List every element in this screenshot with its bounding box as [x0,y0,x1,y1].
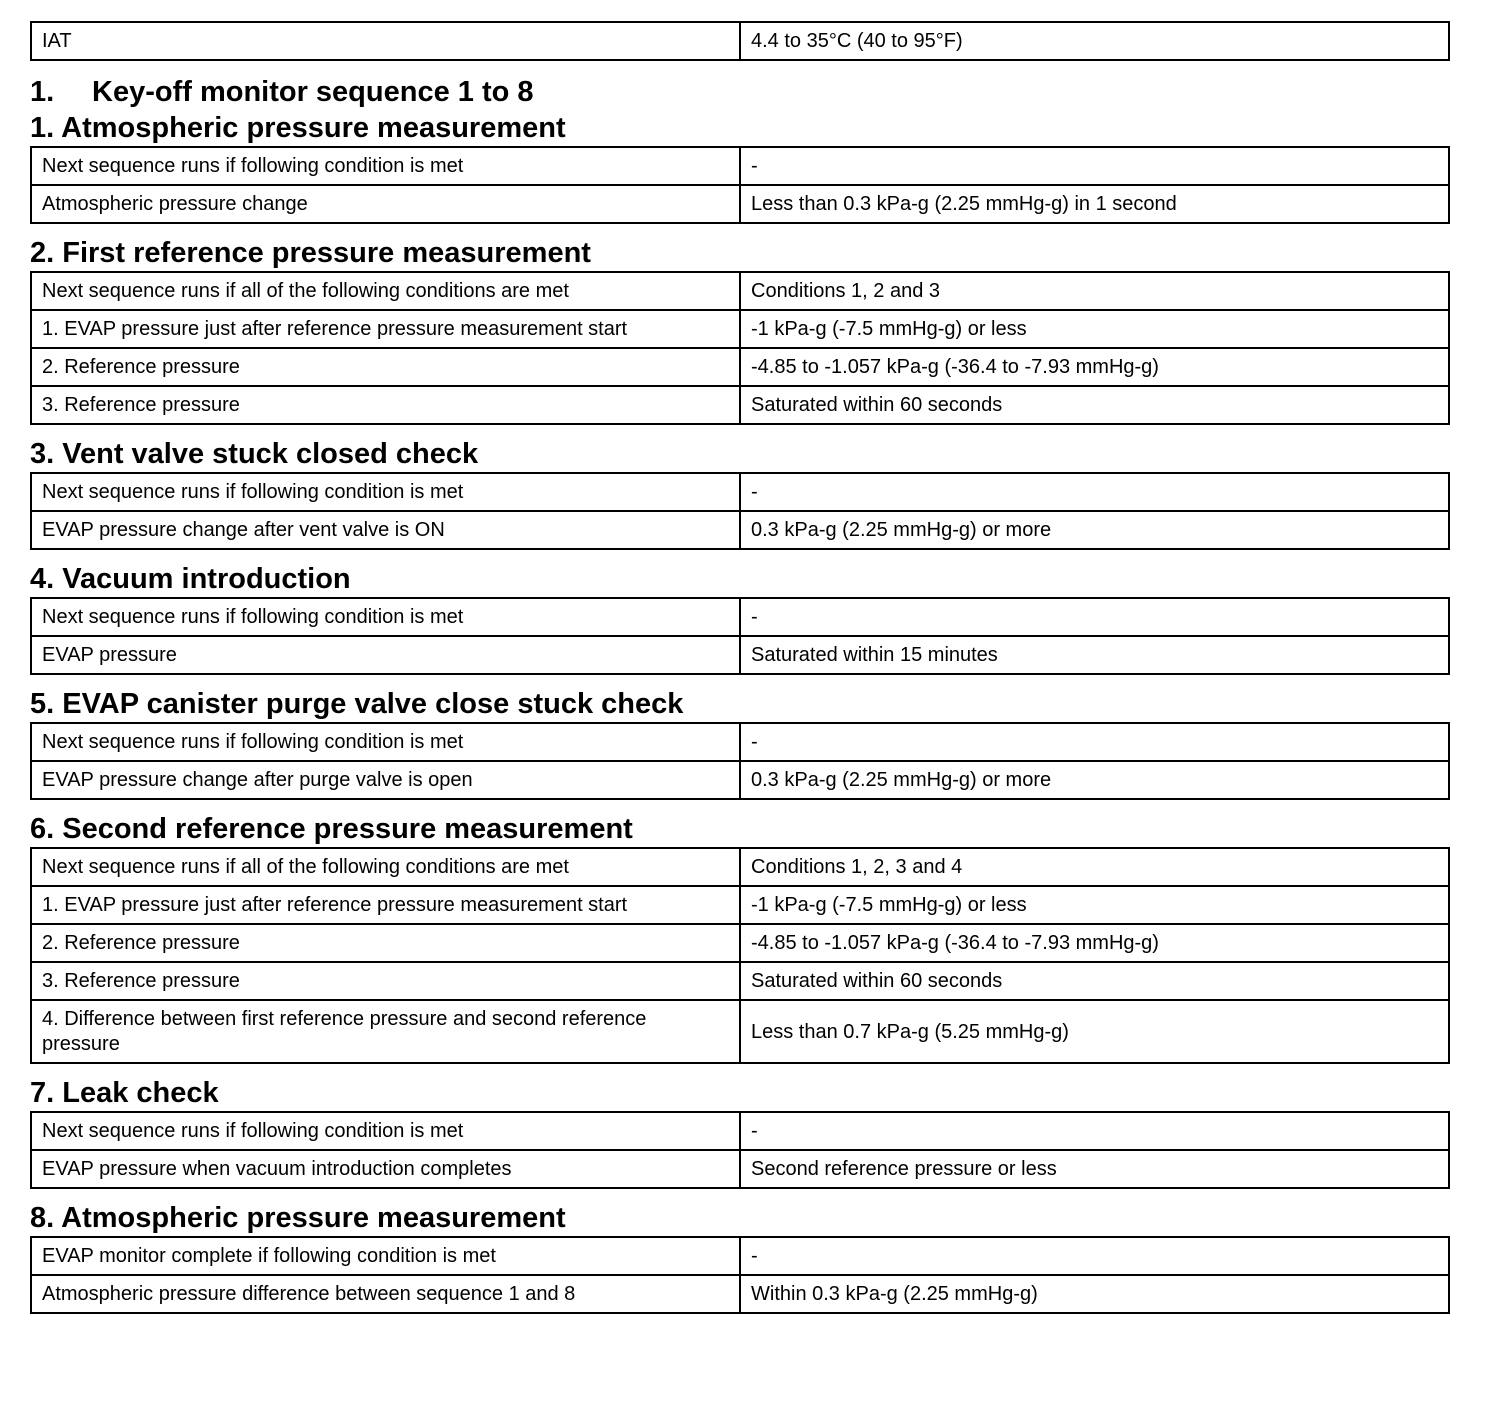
row-value: Conditions 1, 2 and 3 [740,272,1449,310]
row-label: Next sequence runs if following condition is met [31,598,740,636]
row-label: Next sequence runs if following condition is met [31,147,740,185]
row-label: Atmospheric pressure change [31,185,740,223]
section-spacer [30,224,1447,235]
table-row [31,185,1449,223]
table-row [31,598,1449,636]
table-row [31,1150,1449,1188]
row-value: Second reference pressure or less [740,1150,1449,1188]
row-value: Less than 0.7 kPa-g (5.25 mmHg-g) [740,1000,1449,1063]
table-row [31,348,1449,386]
row-value: 0.3 kPa-g (2.25 mmHg-g) or more [740,761,1449,799]
row-value: -1 kPa-g (-7.5 mmHg-g) or less [740,310,1449,348]
row-value: - [740,1112,1449,1150]
table-row [31,511,1449,549]
row-label: EVAP pressure change after vent valve is ON [31,511,740,549]
row-value: Conditions 1, 2, 3 and 4 [740,848,1449,886]
row-label: 3. Reference pressure [31,386,740,424]
section-spacer [30,550,1447,561]
section-title: 3. Vent valve stuck closed check [30,438,479,470]
section-title: 8. Atmospheric pressure measurement [30,1202,566,1234]
row-label: Next sequence runs if all of the following conditions are met [31,848,740,886]
row-value: Within 0.3 kPa-g (2.25 mmHg-g) [740,1275,1449,1313]
row-label: Next sequence runs if following condition is met [31,473,740,511]
row-label: 4. Difference between first reference pressure and second reference pressure [31,1000,740,1063]
row-value: -4.85 to -1.057 kPa-g (-36.4 to -7.93 mmHg-g) [740,348,1449,386]
document-page [30,21,1447,1314]
condition-table [30,1111,1450,1189]
row-value: Saturated within 15 minutes [740,636,1449,674]
section-title: 2. First reference pressure measurement [30,237,591,269]
row-label: IAT [31,22,740,60]
row-value: 4.4 to 35°C (40 to 95°F) [740,22,1449,60]
row-value: -1 kPa-g (-7.5 mmHg-g) or less [740,886,1449,924]
row-label: 1. EVAP pressure just after reference pressure measurement start [31,886,740,924]
table-row [31,924,1449,962]
row-label: EVAP pressure when vacuum introduction completes [31,1150,740,1188]
row-value: - [740,598,1449,636]
row-value: Less than 0.3 kPa-g (2.25 mmHg-g) in 1 second [740,185,1449,223]
condition-table [30,847,1450,1064]
section-spacer [30,1189,1447,1200]
row-label: 2. Reference pressure [31,348,740,386]
table-row [31,761,1449,799]
table-row [31,1237,1449,1275]
sections-container [30,110,1447,1314]
table-row [31,473,1449,511]
row-label: EVAP pressure [31,636,740,674]
section-title: 4. Vacuum introduction [30,563,351,595]
condition-table [30,146,1450,224]
section-spacer [30,675,1447,686]
table-row [31,147,1449,185]
row-label: 1. EVAP pressure just after reference pressure measurement start [31,310,740,348]
row-label: Atmospheric pressure difference between sequence 1 and 8 [31,1275,740,1313]
iat-table [30,21,1450,61]
table-row [31,636,1449,674]
row-value: Saturated within 60 seconds [740,386,1449,424]
row-label: Next sequence runs if following condition is met [31,1112,740,1150]
row-value: - [740,1237,1449,1275]
table-row [31,310,1449,348]
section-spacer [30,800,1447,811]
row-label: Next sequence runs if following condition is met [31,723,740,761]
row-label: EVAP monitor complete if following condition is met [31,1237,740,1275]
table-row [31,962,1449,1000]
row-label: 2. Reference pressure [31,924,740,962]
main-heading-number: 1. [30,76,55,108]
condition-table [30,472,1450,550]
table-row [31,1000,1449,1063]
main-heading [30,74,1447,110]
row-value: - [740,723,1449,761]
condition-table [30,722,1450,800]
table-row [31,723,1449,761]
row-value: 0.3 kPa-g (2.25 mmHg-g) or more [740,511,1449,549]
condition-table [30,597,1450,675]
section-title: 6. Second reference pressure measurement [30,813,633,845]
section-title: 5. EVAP canister purge valve close stuck check [30,688,684,720]
section-title: 1. Atmospheric pressure measurement [30,112,566,144]
row-value: - [740,147,1449,185]
row-label: Next sequence runs if all of the following conditions are met [31,272,740,310]
section-spacer [30,1064,1447,1075]
condition-table [30,1236,1450,1314]
section-title: 7. Leak check [30,1077,219,1109]
table-row [31,22,1449,60]
table-row [31,1112,1449,1150]
row-value: Saturated within 60 seconds [740,962,1449,1000]
table-row [31,848,1449,886]
row-value: - [740,473,1449,511]
table-row [31,886,1449,924]
row-value: -4.85 to -1.057 kPa-g (-36.4 to -7.93 mmHg-g) [740,924,1449,962]
row-label: EVAP pressure change after purge valve is open [31,761,740,799]
section-spacer [30,425,1447,436]
table-row [31,386,1449,424]
row-label: 3. Reference pressure [31,962,740,1000]
main-heading-text: Key-off monitor sequence 1 to 8 [92,76,534,108]
table-row [31,272,1449,310]
table-row [31,1275,1449,1313]
condition-table [30,271,1450,425]
